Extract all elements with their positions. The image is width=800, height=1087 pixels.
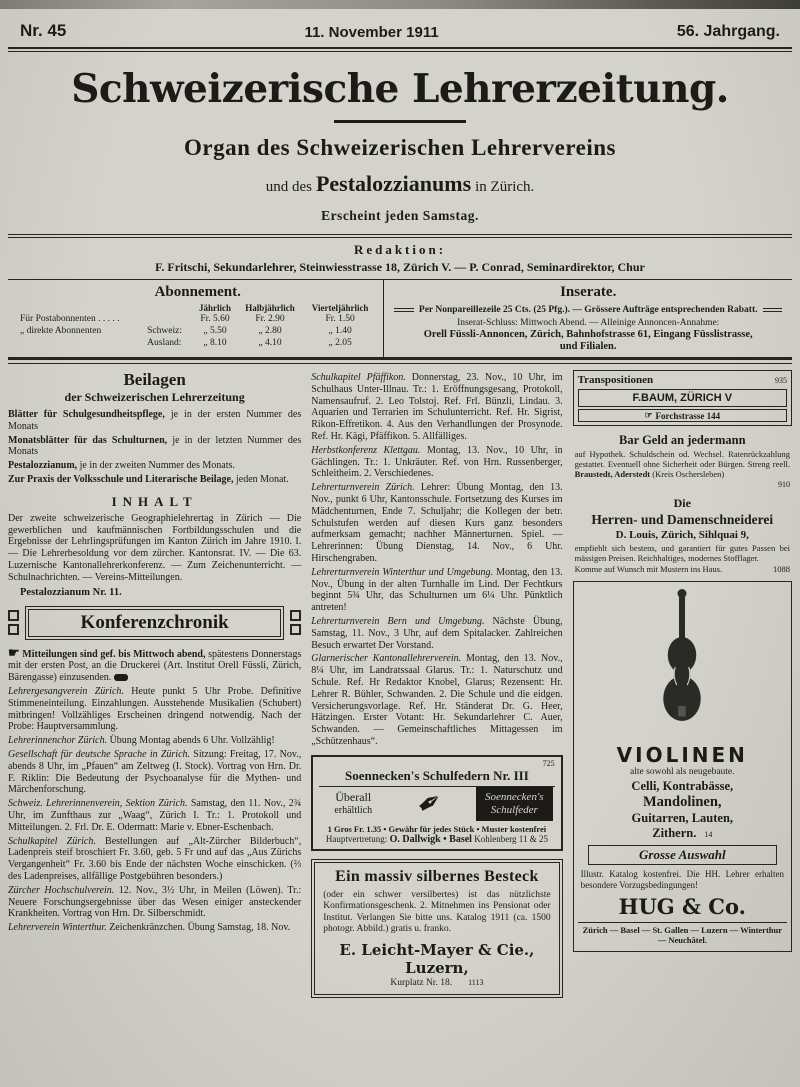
entry-text: Montag, den 13. Nov., Übung in der alten Turnhalle im Lind. Der Fechtkurs beginnt 5¾ Uhr, das Schulturnen um 6¼ Uhr. Pünktlich antreten! — [311, 566, 563, 614]
beilage-item — [8, 474, 301, 486]
besteck-text: (oder ein schwer versilbertes) ist das nützlichste Konfirmationsgeschenk. 2. Mitnehmen ins Pensionat oder Institut. Verlangen Sie bitte uns. Katalog 1911 (ca. 1500 photogr. Abbild.) gratis u. franko. — [323, 890, 551, 935]
inserate-title: Inserate. — [560, 284, 617, 300]
chronik-entry — [8, 798, 301, 833]
col-header-vierteljaehrlich: Vierteljährlich — [311, 303, 369, 313]
price-cell: „ 2.05 — [328, 338, 352, 348]
konferenzchronik-header — [8, 606, 301, 640]
inhalt-footer: Pestalozzianum Nr. 11. — [20, 586, 122, 598]
entry-text: Heute punkt 5 Uhr Probe. Definitive Stimmeneinteilung. Einzahlungen. Ausstehende Musikalien (Schubert) mitbringen! Vollzähliges Erscheinen dringend notwendig. Nach der Probe: Hauptversammlung. — [8, 685, 302, 733]
baum-ad — [573, 370, 792, 426]
subtitle2-pre: und des — [265, 179, 312, 195]
ueberall-text: Überall — [335, 790, 372, 805]
section-divider-rule — [8, 357, 792, 364]
price-cell: Fr. 5.60 — [200, 314, 230, 324]
chronik-entry — [8, 922, 301, 934]
redaktion-label: Redaktion: — [353, 242, 447, 257]
ornament-squares-left — [8, 610, 19, 635]
chronik-entry — [311, 445, 562, 480]
ornament-square — [290, 624, 301, 635]
price-cell: „ 1.40 — [328, 326, 352, 336]
soennecken-price-line: 1 Gros Fr. 1.35 • Gewähr für jedes Stück • Muster kostenfrei — [327, 824, 547, 835]
inserate-rates-line — [394, 305, 782, 315]
violinen-line-celli: Celli, Kontrabässe, — [631, 779, 734, 794]
pen-nib-icon: ✒ — [410, 782, 451, 825]
schneiderei-text: empfiehlt sich bestens, und garantiert für gutes Passen bei mässigen Preisen. Reichhaltiges, modernes Stofflager. — [574, 542, 790, 563]
erhaeltlich-text: erhältlich — [334, 805, 373, 817]
beilage-item — [8, 435, 301, 459]
beilagen-title: Beilagen — [123, 370, 186, 389]
double-rule-ornament — [394, 308, 414, 312]
inserate-section — [383, 280, 792, 357]
entry-text: 12. Nov., 3½ Uhr, in Meilen (Löwen). Tr.: Neuere Forschungsergebnisse über das Wesen einiger ansteckender Krankheiten. Vortrag von Hrn. Dr. Silberschmidt. — [8, 884, 302, 920]
abonnement-table — [18, 303, 377, 349]
schneiderei-visit-text: Komme auf Wunsch mit Mustern ins Haus. — [574, 564, 723, 575]
entry-text: Montag, 13. Nov., 10 Uhr, in Gächlingen. Tr.: 1. Unkräuter. Ref. von Hrn. Russenberger, Schleitheim. 2. Verschiedenes. — [311, 444, 563, 480]
footer-pre: Hauptvertretung: — [325, 834, 388, 845]
redaktion-names: F. Fritschi, Sekundarlehrer, Steinwiesstrasse 18, Zürich V. — P. Conrad, Seminardirektor, Chur — [155, 260, 645, 274]
middle-column — [311, 370, 562, 995]
schneiderei-die: Die — [673, 495, 691, 510]
soennecken-footer — [319, 834, 554, 845]
title-underline — [334, 120, 466, 123]
price-cell: „ 8.10 — [203, 338, 227, 348]
footer-dealer: O. Dallwigk • Basel — [389, 834, 472, 846]
double-rule-ornament — [763, 308, 783, 312]
row-sublabel: Schweiz: — [147, 326, 182, 336]
entry-text: Montag, den 13. Nov., 8¼ Uhr, im Landratssaal Glarus. Tr.: 1. Naturschutz und Schule. Ref. Hr Redaktor Knobel, Glarus; Rezensent: Hr. Lehrer R. Bühler, Schwanden. 2. Die Schule und die eidgen. Versicherungsvorlage. Ref. Hr. Ständerat Dr. G. Heer, Hätzingen. Erster Votant: Hr. Sekundarlehrer C. Auer, Schwanden. — Gemeinschaftliches Mittagessen im „Schützenhaus“. — [311, 653, 563, 747]
violinen-line-guitarren: Guitarren, Lauten, — [631, 811, 734, 826]
violinen-line-mandolinen: Mandolinen, — [643, 794, 722, 811]
entry-lead: Glarnerischer Kantonallehrerverein. — [311, 653, 462, 665]
entry-text: Bestellungen auf „Alt-Zürcher Bilderbuch“, Ladenpreis steif broschiert Fr. 3.60, geb. 5 Fr und auf das „Aus Zürichs Vergangenheit“ Fr. 3.60 bis Ende der nächsten Woche einschicken. (⅔ des Ladenpreises, allfällige Postgebühren besonders.) — [8, 835, 302, 882]
issue-number: Nr. 45 — [20, 21, 67, 40]
soennecken-body — [319, 782, 554, 825]
entry-text: Lehrer: Übung Montag, den 13. Nov., punkt 6 Uhr, Kantonsschule. Fortsetzung des Kurses im Mädchenturnen, Ende 7. Schuljahr; die Kollegen der betr. Schulstufen werden auf diesen Kurs ganz besonders aufmerksam gemacht; nachher Männerturnen. Spiel. — Lehrerinnen: Übung Dienstag, 14. Nov., 6 Uhr. Hirschengraben. — [311, 482, 563, 564]
bargeld-name: Braustedt, Aderstedt — [574, 469, 651, 480]
chronik-submission-notice — [8, 645, 301, 684]
entry-lead: Schweiz. Lehrerinnenverein, Sektion Zürich. — [8, 798, 188, 810]
bargeld-terms: auf Hypothek. Schuldschein od. Wechsel. Ratenrückzahlung gestattet. Eventuell ohne Sicherheit oder Bürgen. Streng reell. — [574, 449, 790, 470]
beilage-schedule: je in der letzten Nummer des Monats — [8, 434, 302, 458]
pointing-hand-right-icon: ☞ — [644, 410, 653, 420]
ink-mark — [114, 674, 128, 681]
beilage-item — [8, 460, 301, 472]
entry-lead: Schulkapitel Pfäffikon. — [311, 372, 406, 383]
newspaper-title: Schweizerische Lehrerzeitung. — [71, 66, 729, 112]
inhalt-title: INHALT — [111, 493, 198, 509]
bargeld-ad — [573, 433, 792, 489]
inserate-deadline: Inserat-Schluss: Mittwoch Abend. — Alleinige Annoncen-Annahme: — [457, 318, 720, 328]
entry-lead: Lehrerturnverein Bern und Umgebung. — [311, 615, 485, 627]
table-row — [18, 313, 377, 325]
newspaper-subtitle: Organ des Schweizerischen Lehrervereins — [184, 135, 616, 160]
chronik-entry — [311, 372, 562, 443]
row-sublabel: Ausland: — [147, 338, 182, 348]
footer-address: Kohlenberg 11 & 25 — [474, 834, 548, 845]
entry-lead: Lehrerturnverein Zürich. — [311, 482, 415, 494]
besteck-address-row — [323, 978, 550, 988]
body-columns — [0, 364, 800, 995]
entry-lead: Lehrerturnverein Winterthur und Umgebung. — [311, 566, 494, 578]
row-sublabel — [145, 313, 193, 325]
entry-lead: Lehrergesangverein Zürich. — [8, 685, 124, 697]
entry-text: Donnerstag, 23. Nov., 10 Uhr, im Schulhaus Unter-Illnau. Tr.: 1. Eröffnungsgesang, Protokoll, Namensaufruf. 2. Leo Tolstoj. Ref. Frl. Bünzli, Lindau. 3. Aquarien und Terrarien im Schulunterricht. Ref. Hr. Sigrist, Rikon-Effretikon. 4. Aus den Verhandlungen der Prosynode. Ref. Hr. Kägi, Pfäffikon. 5. Allfälliges. — [311, 372, 563, 442]
ad-number: 935 — [775, 376, 787, 385]
notice-bold: Mitteilungen sind gef. bis Mittwoch abend, — [22, 648, 206, 660]
chronik-entry — [8, 686, 301, 733]
entry-lead: Schulkapitel Zürich. — [8, 835, 96, 847]
schneiderei-name: D. Louis, Zürich, Sihlquai 9, — [615, 528, 749, 541]
publication-frequency: Erscheint jeden Samstag. — [321, 208, 479, 223]
schneiderei-ad — [573, 496, 792, 574]
entry-lead: Herbstkonferenz Klettgau. — [311, 444, 421, 456]
baum-header-row — [578, 374, 787, 386]
col-header-jaehrlich: Jährlich — [198, 303, 231, 313]
konferenzchronik-title: Konferenzchronik — [25, 606, 284, 640]
chronik-entry — [311, 482, 562, 565]
publication-date: 11. November 1911 — [304, 24, 439, 41]
soennecken-title: Soennecken's Schulfedern Nr. III — [319, 768, 554, 787]
entry-text: Samstag, den 11. Nov., 2¾ Uhr, im Zunfthaus zur „Waag“, Zürich I. Tr.: 1. Protokoll und Mitteilungen. 2. Frl. Dr. E. Odermatt: Marie v. Ebner-Eschenbach. — [8, 798, 302, 833]
ornament-square — [8, 610, 19, 621]
newspaper-subtitle2 — [0, 171, 800, 197]
violinen-subtitle: alte sowohl als neugebaute. — [630, 767, 735, 778]
grosse-auswahl-box: Grosse Auswahl — [588, 845, 777, 865]
row-label: Für Postabonnenten . . . . . — [20, 314, 120, 324]
beilage-schedule: jeden Monat. — [235, 473, 289, 485]
chronik-entry — [8, 885, 301, 920]
soennecken-ad — [311, 755, 562, 851]
baum-name-box: F.BAUM, ZÜRICH V — [578, 389, 787, 407]
ad-number: 910 — [778, 479, 790, 489]
masthead — [0, 9, 800, 45]
entry-text: Sitzung: Freitag, 17. Nov., abends 8 Uhr, im „Pfauen“ am Zeltweg (I. Stock). Vortrag von Hrn. Dr. F. Riklin: Die Bedeutung der Psychoanalyse für die Mythen- und Märchenforschung. — [8, 748, 302, 796]
violinen-title: VIOLINEN — [616, 743, 748, 768]
chronik-entry — [311, 653, 562, 747]
chronik-entry — [311, 567, 562, 614]
zithern-text: Zithern. — [652, 826, 697, 841]
ornament-square — [290, 610, 301, 621]
beilage-name: Monatsblätter für das Schulturnen, — [8, 434, 168, 446]
right-column — [573, 370, 792, 995]
price-cell: Fr. 2.90 — [255, 314, 285, 324]
bargeld-text — [575, 449, 790, 480]
besteck-ad — [314, 862, 559, 995]
brand-line1: Soennecken's — [485, 790, 544, 803]
schneiderei-footer — [575, 564, 790, 574]
col-header-halbjaehrlich: Halbjährlich — [245, 303, 295, 313]
beilage-name: Blätter für Schulgesundheitspflege, — [8, 409, 165, 420]
inserate-agency: Orell Füssli-Annoncen, Zürich, Bahnhofstrasse 61, Eingang Füsslistrasse, — [423, 329, 753, 340]
violinen-note: Illustr. Katalog kostenfrei. Die HH. Lehrer erhalten besondere Vorzugsbedingungen! — [580, 869, 784, 890]
subtitle2-post: in Zürich. — [475, 179, 535, 195]
abonnement-section — [8, 280, 383, 357]
hug-violin-ad — [573, 581, 792, 952]
beilage-schedule: je in der zweiten Nummer des Monats. — [79, 460, 235, 472]
entry-lead: Zürcher Hochschulverein. — [8, 884, 115, 896]
beilage-item — [8, 409, 301, 433]
entry-text: Übung Montag abends 6 Uhr. Vollzählig! — [109, 735, 275, 747]
schneiderei-title: Herren- und Damenschneiderei — [591, 511, 774, 527]
inhalt-summary: Der zweite schweizerische Geographielehrertag in Zürich — Die gewerblichen und kaufmännischen Fortbildungsschulen und die Ergebnisse der Lehrlingsprüfungen im Kanton Zürich im Jahre 1910. I. — Die Lehrerbesoldung vor dem zürcher. Kantonsrat. IV. — Die 63. Luzernische Kantonallehrerkonferenz. — Zum Zeichenunterricht. — Schulnachrichten. — Vereins-Mitteilungen. — [8, 512, 302, 583]
hug-company-name: HUG & Co. — [618, 893, 746, 919]
entry-lead: Lehrerverein Winterthur. — [8, 922, 107, 934]
beilage-schedule: je in der ersten Nummer des Monats — [8, 409, 302, 432]
transpositionen-text: Transpositionen — [577, 374, 654, 386]
inserate-agency-2: und Filialen. — [559, 341, 617, 352]
brand-line2: Schulfeder — [490, 803, 538, 816]
ad-number: 1113 — [468, 977, 484, 987]
entry-text: Nächste Übung, Samstag, 11. Nov., 3 Uhr, auf dem Spitalacker. Zahlreichen Besuch erwartet Der Vorstand. — [311, 615, 563, 651]
redaktion-section — [8, 234, 792, 279]
besteck-title: Ein massiv silbernes Besteck — [335, 868, 539, 886]
ornament-square — [8, 624, 19, 635]
beilage-name: Zur Praxis der Volksschule und Literarische Beilage, — [8, 473, 234, 485]
ad-number: 14 — [704, 830, 713, 840]
masthead-rule — [8, 47, 792, 52]
entry-text: Zeichenkränzchen. Übung Samstag, 18. Nov. — [109, 922, 291, 934]
pointing-hand-icon: ☛ — [8, 644, 20, 660]
beilagen-subtitle: der Schweizerischen Lehrerzeitung — [64, 390, 245, 404]
price-cell: Fr. 1.50 — [325, 314, 355, 324]
beilage-name: Pestalozzianum, — [8, 460, 78, 472]
notice-rest: spätestens Donnerstags mit der ersten Post, an die Druckerei (Art. Institut Orell Füssli, Zürich, Bärengasse) einzusenden. — [8, 648, 302, 684]
volume-number: 56. Jahrgang. — [676, 23, 780, 40]
besteck-address: Kurplatz Nr. 18. — [390, 977, 453, 988]
price-cell: „ 2.80 — [258, 326, 282, 336]
chronik-entry — [8, 749, 301, 796]
row-label: „ direkte Abonnenten — [20, 326, 102, 336]
chronik-entry — [311, 616, 562, 651]
bargeld-location: (Kreis Oschersleben) — [652, 469, 725, 480]
price-cell: „ 4.10 — [258, 338, 282, 348]
left-column — [8, 370, 301, 995]
soennecken-brand-box — [476, 787, 553, 821]
inserate-rates-text: Per Nonpareillezeile 25 Cts. (25 Pfg.). — Grössere Aufträge entsprechenden Rabatt. — [418, 305, 758, 315]
abonnement-header-row — [18, 303, 377, 313]
soennecken-availability — [321, 791, 385, 816]
subscription-advert-band — [8, 279, 792, 357]
chronik-entry — [8, 735, 301, 747]
violinen-line-zithern — [578, 826, 787, 841]
row-label — [18, 337, 145, 349]
violin-illustration — [647, 723, 717, 740]
table-row — [18, 337, 377, 349]
entry-lead: Lehrerinnenchor Zürich. — [8, 735, 108, 747]
besteck-company: E. Leicht-Mayer & Cie., Luzern, — [339, 940, 535, 977]
subtitle2-name: Pestalozzianums — [315, 171, 472, 196]
table-row — [18, 325, 377, 337]
chronik-entry — [8, 836, 301, 883]
bargeld-title: Bar Geld an jedermann — [619, 433, 746, 447]
baum-street-text: Forchstrasse 144 — [655, 410, 721, 421]
scan-top-edge — [0, 0, 800, 9]
ad-number: 1088 — [773, 564, 790, 575]
ad-number: 725 — [542, 758, 555, 768]
entry-lead: Gesellschaft für deutsche Sprache in Zürich. — [8, 748, 191, 760]
price-cell: „ 5.50 — [203, 326, 227, 336]
ornament-squares-right — [290, 610, 301, 635]
hug-cities: Zürich — Basel — St. Gallen — Luzern — Winterthur — Neuchâtel. — [578, 922, 787, 945]
abonnement-title: Abonnement. — [154, 284, 241, 300]
baum-street-sign — [578, 409, 787, 422]
